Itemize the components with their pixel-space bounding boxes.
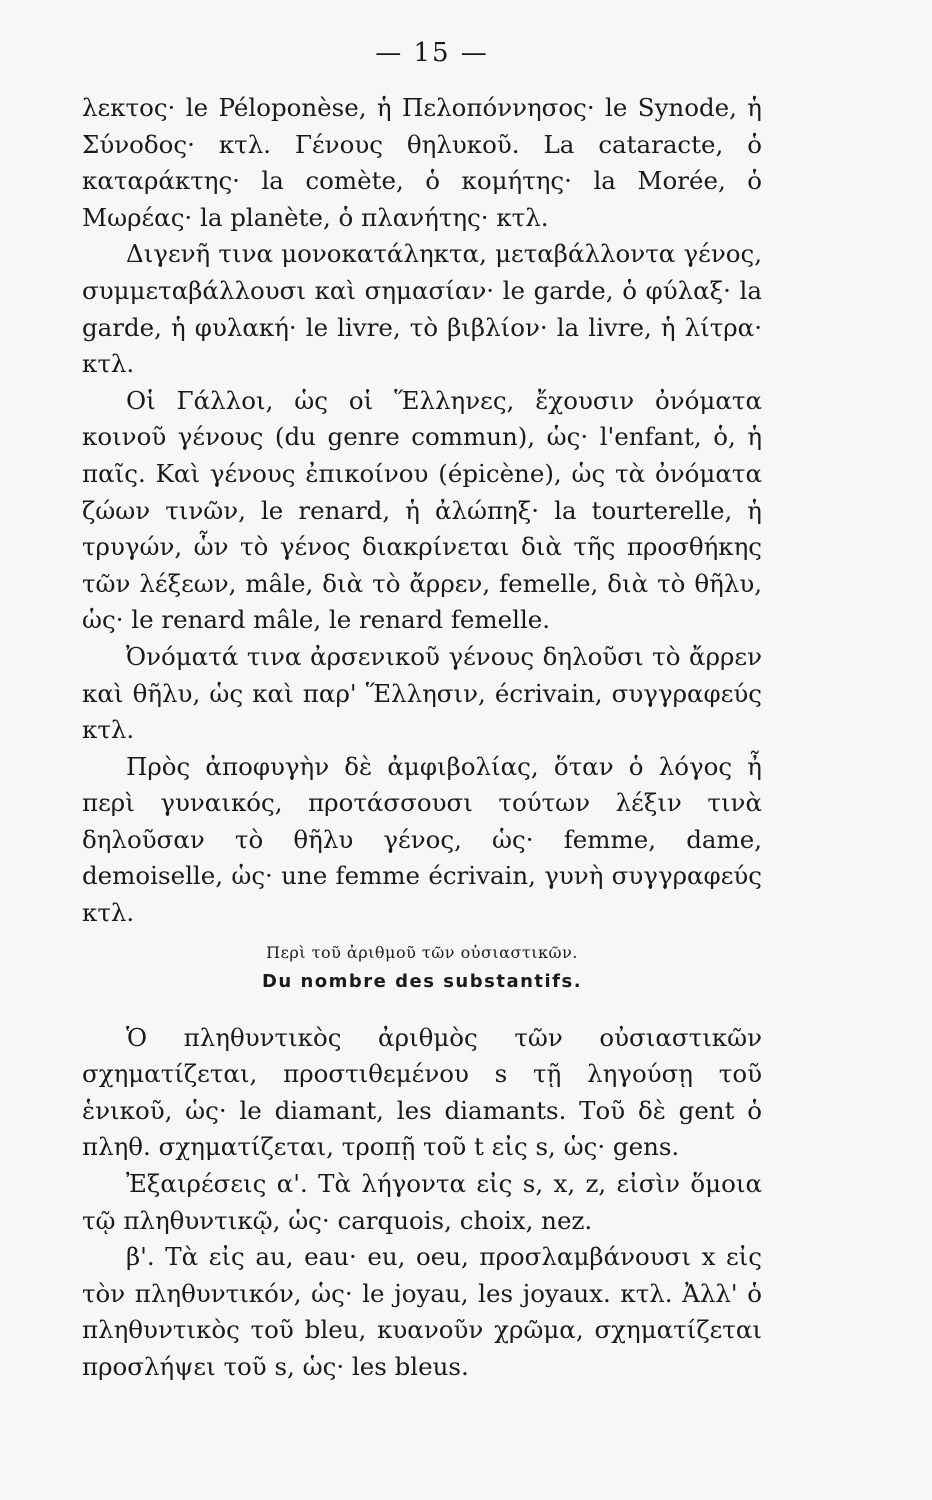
page-number: — 15 — [375, 38, 489, 68]
paragraph-8: β'. Τὰ εἰς au, eau· eu, oeu, προσλαμβάνουσι x εἰς τὸν πληθυντικόν, ὡς· le joyau, les joyaux. κτλ. Ἀλλ' ὁ πληθυντικὸς τοῦ bleu, κυανοῦν χρῶμα, σχηματίζεται προσλήψει τοῦ s, ὡς· les bleus. [82, 1242, 762, 1381]
paragraph-1: λεκτος· le Péloponèse, ἡ Πελοπόννησος· le Synode, ἡ Σύνοδος· κτλ. Γένους θηλυκοῦ. La cataracte, ὁ καταράκτης· la comète, ὁ κομήτης· la Morée, ὁ Μωρέας· la planète, ὁ πλανήτης· κτλ. [82, 93, 762, 232]
paragraph-5: Πρὸς ἀποφυγὴν δὲ ἀμφιβολίας, ὅταν ὁ λόγος ἦ περὶ γυναικός, προτάσσουσι τούτων λέξιν τινὰ δηλοῦσαν τὸ θῆλυ γένος, ὡς· femme, dame, demoiselle, ὡς· une femme écrivain, γυνὴ συγγραφεύς κτλ. [82, 751, 762, 928]
section-heading-greek: Περὶ τοῦ ἀριθμοῦ τῶν οὐσιαστικῶν. [266, 942, 578, 962]
paragraph-4: Ὀνόματά τινα ἀρσενικοῦ γένους δηλοῦσι τὸ ἄρρεν καὶ θῆλυ, ὡς καὶ παρ' Ἕλλησιν, écrivain, συγγραφεύς κτλ. [82, 641, 762, 745]
paragraph-2: Διγενῆ τινα μονοκατάληκτα, μεταβάλλοντα γένος, συμμεταβάλλουσι καὶ σημασίαν· le garde, ὁ φύλαξ· la garde, ἡ φυλακή· le livre, τὸ βιβλίον· la livre, ἡ λίτρα· κτλ. [82, 239, 762, 379]
paragraph-3: Οἱ Γάλλοι, ὡς οἱ Ἕλληνες, ἔχουσιν ὀνόματα κοινοῦ γένους (du genre commun), ὡς· l'enfant, ὁ, ἡ παῖς. Καὶ γένους ἐπικοίνου (épicène), ὡς τὰ ὀνόματα ζώων τινῶν, le renard, ἡ ἀλώπηξ· la tourterelle, ἡ τρυγών, ὧν τὸ γένος διακρίνεται διὰ τῆς προσθήκης τῶν λέξεων, mâle, διὰ τὸ ἄρρεν, femelle, διὰ τὸ θῆλυ, ὡς· le renard mâle, le renard femelle. [82, 385, 762, 635]
paragraph-6: Ὁ πληθυντικὸς ἀριθμὸς τῶν οὐσιαστικῶν σχηματίζεται, προστιθεμένου s τῇ ληγούσῃ τοῦ ἑνικοῦ, ὡς· le diamant, les diamants. Τοῦ δὲ gent ὁ πληθ. σχηματίζεται, τροπῇ τοῦ t εἰς s, ὡς· gens. [82, 1022, 762, 1162]
paragraph-7: Ἐξαιρέσεις α'. Τὰ λήγοντα εἰς s, x, z, εἰσὶν ὅμοια τῷ πληθυντικῷ, ὡς· carquois, choix, nez. [82, 1169, 762, 1235]
section-heading-french: Du nombre des substantifs. [261, 970, 583, 992]
